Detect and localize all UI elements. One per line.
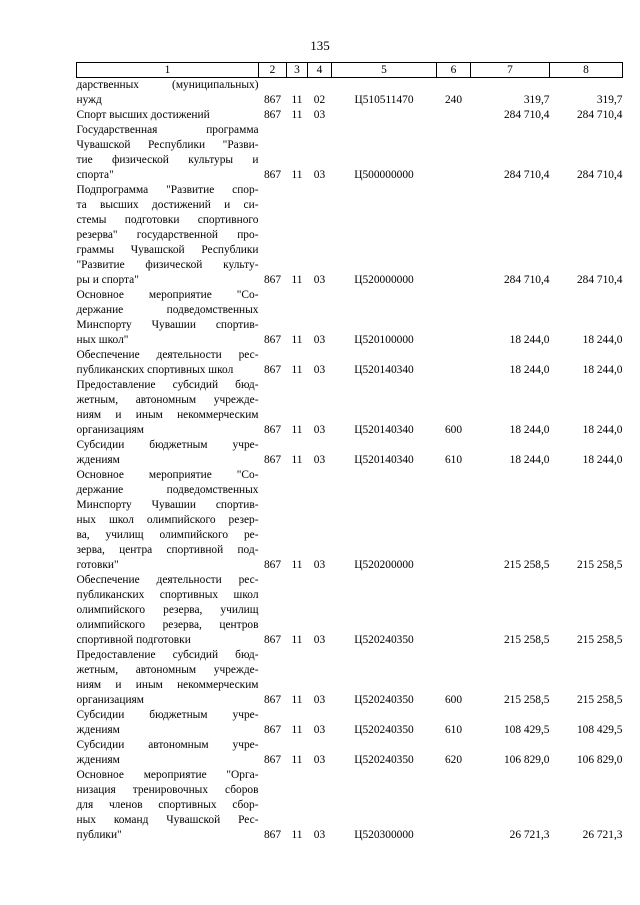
header-cell: 2 bbox=[259, 63, 287, 78]
expense-type-code: 610 bbox=[444, 454, 463, 466]
amount-col8: 284 710,4 bbox=[576, 109, 623, 121]
target-article-code: Ц520100000 bbox=[354, 334, 414, 346]
amount-col7: 284 710,4 bbox=[503, 274, 550, 286]
amount-col8: 18 244,0 bbox=[582, 334, 623, 346]
expense-type-code: 600 bbox=[444, 424, 463, 436]
row-name-line: для членов спортивных сбор- bbox=[76, 799, 259, 811]
row-name-line: держание подведомственных bbox=[76, 304, 259, 316]
table-row bbox=[77, 738, 623, 768]
department-code: 867 bbox=[263, 829, 282, 841]
row-name bbox=[77, 123, 259, 183]
table-row bbox=[77, 108, 623, 123]
section-code: 11 bbox=[291, 364, 303, 376]
table-row bbox=[77, 123, 623, 183]
subsection-code: 03 bbox=[313, 364, 326, 376]
row-name bbox=[77, 183, 259, 288]
row-name-line: Государственная программа bbox=[76, 124, 259, 136]
expense-type-code: 620 bbox=[444, 754, 463, 766]
subsection-code: 03 bbox=[313, 169, 326, 181]
header-cell: 1 bbox=[77, 63, 259, 78]
table-row bbox=[77, 348, 623, 378]
department-code: 867 bbox=[263, 724, 282, 736]
table-header-row bbox=[77, 63, 623, 78]
header-cell: 3 bbox=[287, 63, 308, 78]
expense-type-code bbox=[437, 108, 471, 123]
section-code: 11 bbox=[291, 829, 303, 841]
row-name-line: жетным, автономным учрежде- bbox=[76, 664, 259, 676]
target-article-code: Ц520240350 bbox=[354, 634, 414, 646]
row-name-line: публики" bbox=[76, 829, 122, 841]
target-article-code: Ц520140340 bbox=[354, 424, 414, 436]
row-name-line: Субсидии автономным учре- bbox=[76, 739, 259, 751]
header-cell: 4 bbox=[308, 63, 332, 78]
department-code: 867 bbox=[263, 634, 282, 646]
target-article-code: Ц520200000 bbox=[354, 559, 414, 571]
row-name bbox=[77, 768, 259, 843]
subsection-code: 03 bbox=[313, 634, 326, 646]
row-name-line: нужд bbox=[76, 94, 102, 106]
amount-col7: 215 258,5 bbox=[503, 559, 550, 571]
row-name-line: ва, училищ олимпийского ре- bbox=[76, 529, 259, 541]
amount-col7: 18 244,0 bbox=[509, 454, 550, 466]
row-name-line: Предоставление субсидий бюд- bbox=[76, 649, 259, 661]
table-row bbox=[77, 468, 623, 573]
department-code: 867 bbox=[263, 334, 282, 346]
row-name bbox=[77, 288, 259, 348]
amount-col8: 18 244,0 bbox=[582, 364, 623, 376]
department-code: 867 bbox=[263, 424, 282, 436]
row-name-line: зерва, центра спортивной под- bbox=[76, 544, 259, 556]
table-row bbox=[77, 648, 623, 708]
row-name-line: готовки" bbox=[76, 559, 119, 571]
target-article-code: Ц520240350 bbox=[354, 724, 414, 736]
row-name-line: спорта" bbox=[76, 169, 114, 181]
amount-col8: 284 710,4 bbox=[576, 274, 623, 286]
page-number: 135 bbox=[310, 38, 330, 53]
amount-col8: 215 258,5 bbox=[576, 634, 623, 646]
table-row bbox=[77, 708, 623, 738]
row-name bbox=[77, 468, 259, 573]
row-name bbox=[77, 738, 259, 768]
amount-col7: 106 829,0 bbox=[503, 754, 550, 766]
subsection-code: 03 bbox=[313, 694, 326, 706]
department-code: 867 bbox=[263, 109, 282, 121]
row-name-line: граммы Чувашской Республики bbox=[76, 244, 259, 256]
row-name bbox=[77, 348, 259, 378]
row-name-line: Минспорту Чувашии спортив- bbox=[76, 499, 259, 511]
table-row bbox=[77, 288, 623, 348]
amount-col7: 284 710,4 bbox=[503, 109, 550, 121]
target-article-code: Ц520300000 bbox=[354, 829, 414, 841]
amount-col7: 215 258,5 bbox=[503, 634, 550, 646]
amount-col8: 284 710,4 bbox=[576, 169, 623, 181]
amount-col8: 319,7 bbox=[596, 94, 623, 106]
header-cell: 7 bbox=[471, 63, 550, 78]
subsection-code: 03 bbox=[313, 754, 326, 766]
target-article-code: Ц500000000 bbox=[354, 169, 414, 181]
department-code: 867 bbox=[263, 754, 282, 766]
expense-type-code bbox=[437, 573, 471, 648]
header-cell: 8 bbox=[550, 63, 623, 78]
target-article-code: Ц520140340 bbox=[354, 364, 414, 376]
amount-col7: 18 244,0 bbox=[509, 424, 550, 436]
row-name-line: Обеспечение деятельности рес- bbox=[76, 574, 259, 586]
department-code: 867 bbox=[263, 364, 282, 376]
subsection-code: 03 bbox=[313, 559, 326, 571]
subsection-code: 03 bbox=[313, 274, 326, 286]
section-code: 11 bbox=[291, 424, 303, 436]
row-name-line: Основное мероприятие "Со- bbox=[76, 469, 259, 481]
row-name-line: ниям и иным некоммерческим bbox=[76, 409, 259, 421]
row-name-line: та высших достижений и си- bbox=[76, 199, 259, 211]
row-name-line: Предоставление субсидий бюд- bbox=[76, 379, 259, 391]
section-code: 11 bbox=[291, 454, 303, 466]
row-name-line: Подпрограмма "Развитие спор- bbox=[76, 184, 259, 196]
department-code: 867 bbox=[263, 274, 282, 286]
row-name-line: ниям и иным некоммерческим bbox=[76, 679, 259, 691]
department-code: 867 bbox=[263, 559, 282, 571]
target-article-code: Ц520000000 bbox=[354, 274, 414, 286]
amount-col8: 26 721,3 bbox=[582, 829, 623, 841]
header-cell: 6 bbox=[437, 63, 471, 78]
amount-col8: 215 258,5 bbox=[576, 694, 623, 706]
table-row bbox=[77, 378, 623, 438]
subsection-code: 03 bbox=[313, 829, 326, 841]
row-name bbox=[77, 378, 259, 438]
target-article-code: Ц510511470 bbox=[354, 94, 414, 106]
section-code: 11 bbox=[291, 94, 303, 106]
row-name bbox=[77, 108, 259, 123]
expense-type-code bbox=[437, 768, 471, 843]
subsection-code: 03 bbox=[313, 109, 326, 121]
amount-col7: 284 710,4 bbox=[503, 169, 550, 181]
department-code: 867 bbox=[263, 694, 282, 706]
row-name-line: ры и спорта" bbox=[76, 274, 139, 286]
target-article-code bbox=[332, 108, 437, 123]
amount-col7: 319,7 bbox=[523, 94, 550, 106]
row-name-line: низация тренировочных сборов bbox=[76, 784, 259, 796]
row-name-line: ждениям bbox=[76, 754, 120, 766]
subsection-code: 03 bbox=[313, 424, 326, 436]
section-code: 11 bbox=[291, 754, 303, 766]
section-code: 11 bbox=[291, 274, 303, 286]
table-row bbox=[77, 768, 623, 843]
row-name-line: организациям bbox=[76, 424, 145, 436]
amount-col7: 26 721,3 bbox=[509, 829, 550, 841]
expense-type-code bbox=[437, 288, 471, 348]
section-code: 11 bbox=[291, 334, 303, 346]
section-code: 11 bbox=[291, 109, 303, 121]
department-code: 867 bbox=[263, 454, 282, 466]
row-name-line: резерва" государственной про- bbox=[76, 229, 259, 241]
amount-col8: 108 429,5 bbox=[576, 724, 623, 736]
target-article-code: Ц520140340 bbox=[354, 454, 414, 466]
row-name-line: Минспорту Чувашии спортив- bbox=[76, 319, 259, 331]
budget-table bbox=[76, 62, 623, 843]
target-article-code: Ц520240350 bbox=[354, 754, 414, 766]
row-name-line: Субсидии бюджетным учре- bbox=[76, 709, 259, 721]
section-code: 11 bbox=[291, 634, 303, 646]
table-row bbox=[77, 78, 623, 109]
table-row bbox=[77, 438, 623, 468]
section-code: 11 bbox=[291, 559, 303, 571]
row-name-line: держание подведомственных bbox=[76, 484, 259, 496]
table-body bbox=[77, 78, 623, 844]
table-row bbox=[77, 573, 623, 648]
row-name-line: ных школ олимпийского резер- bbox=[76, 514, 259, 526]
row-name-line: Спорт высших достижений bbox=[76, 109, 210, 121]
section-code: 11 bbox=[291, 169, 303, 181]
header-cell: 5 bbox=[332, 63, 437, 78]
row-name-line: ждениям bbox=[76, 454, 120, 466]
row-name bbox=[77, 708, 259, 738]
department-code: 867 bbox=[263, 169, 282, 181]
row-name bbox=[77, 648, 259, 708]
row-name-line: олимпийского резерва, центров bbox=[76, 619, 259, 631]
expense-type-code bbox=[437, 348, 471, 378]
target-article-code: Ц520240350 bbox=[354, 694, 414, 706]
expense-type-code: 610 bbox=[444, 724, 463, 736]
table-row bbox=[77, 183, 623, 288]
expense-type-code bbox=[437, 183, 471, 288]
row-name bbox=[77, 573, 259, 648]
expense-type-code: 240 bbox=[444, 94, 463, 106]
department-code: 867 bbox=[263, 94, 282, 106]
amount-col8: 215 258,5 bbox=[576, 559, 623, 571]
amount-col7: 108 429,5 bbox=[503, 724, 550, 736]
expense-type-code: 600 bbox=[444, 694, 463, 706]
subsection-code: 03 bbox=[313, 334, 326, 346]
row-name-line: Чувашской Республики "Разви- bbox=[76, 139, 259, 151]
row-name-line: "Развитие физической культу- bbox=[76, 259, 259, 271]
amount-col7: 18 244,0 bbox=[509, 364, 550, 376]
row-name bbox=[77, 78, 259, 109]
row-name-line: тие физической культуры и bbox=[76, 154, 259, 166]
row-name-line: Основное мероприятие "Со- bbox=[76, 289, 259, 301]
row-name-line: публиканских спортивных школ bbox=[76, 364, 234, 376]
amount-col8: 18 244,0 bbox=[582, 454, 623, 466]
amount-col7: 18 244,0 bbox=[509, 334, 550, 346]
amount-col8: 18 244,0 bbox=[582, 424, 623, 436]
row-name-line: Обеспечение деятельности рес- bbox=[76, 349, 259, 361]
subsection-code: 03 bbox=[313, 454, 326, 466]
row-name-line: публиканских спортивных школ bbox=[76, 589, 259, 601]
subsection-code: 03 bbox=[313, 724, 326, 736]
expense-type-code bbox=[437, 468, 471, 573]
amount-col8: 106 829,0 bbox=[576, 754, 623, 766]
row-name-line: дарственных (муниципальных) bbox=[76, 79, 259, 91]
expense-type-code bbox=[437, 123, 471, 183]
row-name-line: Основное мероприятие "Орга- bbox=[76, 769, 259, 781]
row-name bbox=[77, 438, 259, 468]
row-name-line: организациям bbox=[76, 694, 145, 706]
row-name-line: ждениям bbox=[76, 724, 120, 736]
section-code: 11 bbox=[291, 724, 303, 736]
row-name-line: стемы подготовки спортивного bbox=[76, 214, 259, 226]
row-name-line: олимпийского резерва, училищ bbox=[76, 604, 259, 616]
row-name-line: Субсидии бюджетным учре- bbox=[76, 439, 259, 451]
subsection-code: 02 bbox=[313, 94, 326, 106]
row-name-line: ных команд Чувашской Рес- bbox=[76, 814, 259, 826]
amount-col7: 215 258,5 bbox=[503, 694, 550, 706]
row-name-line: жетным, автономным учрежде- bbox=[76, 394, 259, 406]
section-code: 11 bbox=[291, 694, 303, 706]
row-name-line: ных школ" bbox=[76, 334, 129, 346]
row-name-line: спортивной подготовки bbox=[76, 634, 191, 646]
